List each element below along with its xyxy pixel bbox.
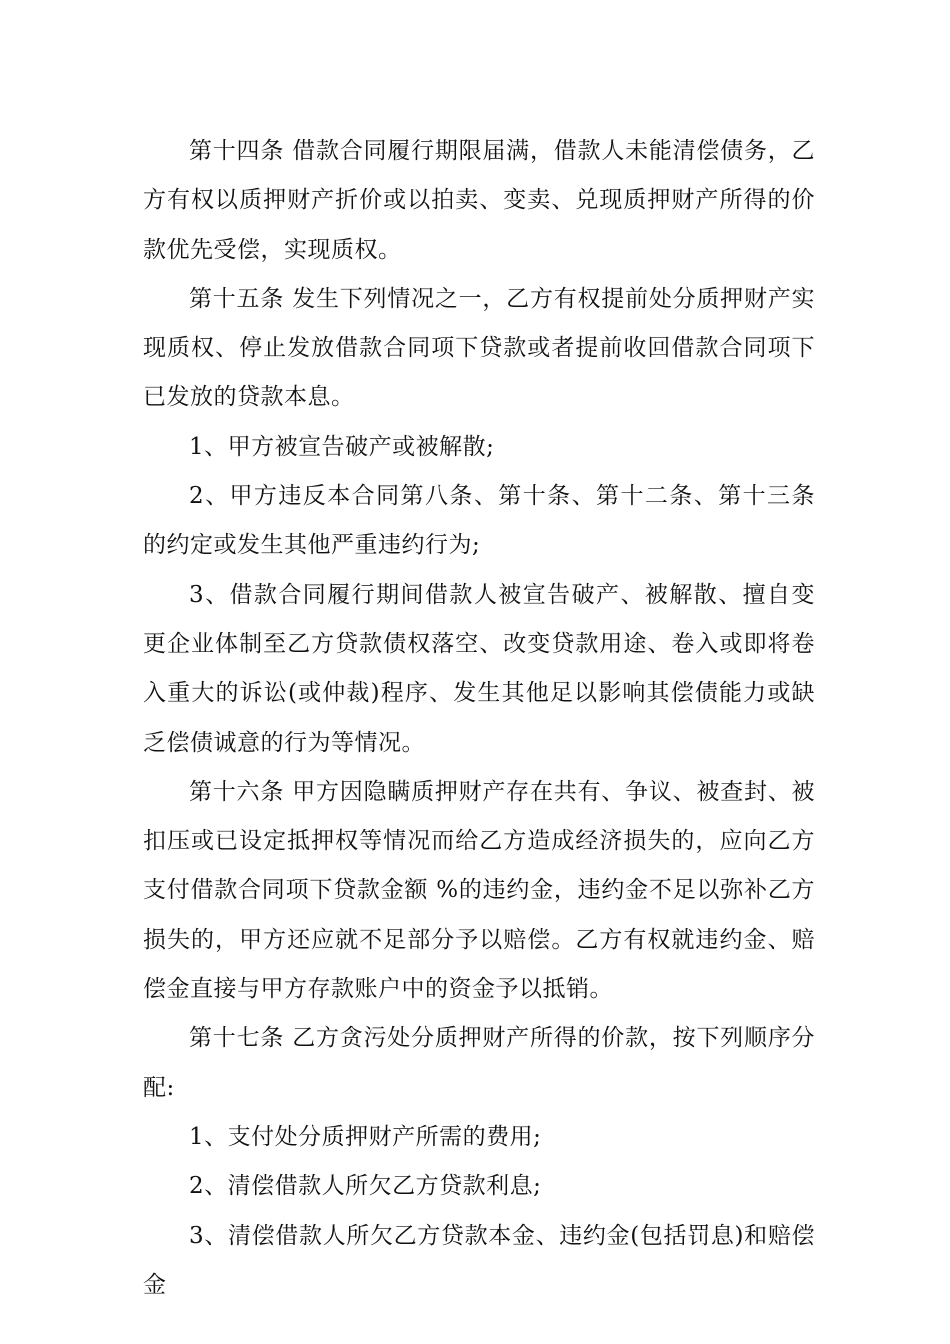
article-17-item-2: 2、清偿借款人所欠乙方贷款利息; xyxy=(189,1173,542,1200)
article-15-item-1: 1、甲方被宣告破产或被解散; xyxy=(189,433,495,460)
article-17-item-1: 1、支付处分质押财产所需的费用; xyxy=(189,1123,542,1150)
article-17-item-3: 3、清偿借款人所欠乙方贷款本金、违约金(包括罚息)和赔偿金 xyxy=(143,1222,815,1298)
article-15-paragraph: 第十五条 发生下列情况之一，乙方有权提前处分质押财产实现质权、停止发放借款合同项下贷款或者提前收回借款合同项下已发放的贷款本息。 xyxy=(143,285,815,411)
article-15-item-2: 2、甲方违反本合同第八条、第十条、第十二条、第十三条的约定或发生其他严重违约行为; xyxy=(143,483,815,559)
article-17-paragraph: 第十七条 乙方贪污处分质押财产所得的价款，按下列顺序分配: xyxy=(143,1025,815,1101)
article-15-item-3: 3、借款合同履行期间借款人被宣告破产、被解散、擅自变更企业体制至乙方贷款债权落空、改变贷款用途、卷入或即将卷入重大的诉讼(或仲裁)程序、发生其他足以影响其偿债能力或缺乏偿债诚意的行为等情况。 xyxy=(143,581,815,756)
article-16-paragraph: 第十六条 甲方因隐瞒质押财产存在共有、争议、被查封、被扣压或已设定抵押权等情况而给乙方造成经济损失的，应向乙方支付借款合同项下贷款金额 %的违约金，违约金不足以弥补乙方损失的，甲方还应就不足部分予以赔偿。乙方有权就违约金、赔偿金直接与甲方存款账户中的资金予以抵销。 xyxy=(143,778,815,1003)
document-body xyxy=(143,127,815,1310)
article-14-paragraph: 第十四条 借款合同履行期限届满，借款人未能清偿债务，乙方有权以质押财产折价或以拍卖、变卖、兑现质押财产所得的价款优先受偿，实现质权。 xyxy=(143,138,815,263)
